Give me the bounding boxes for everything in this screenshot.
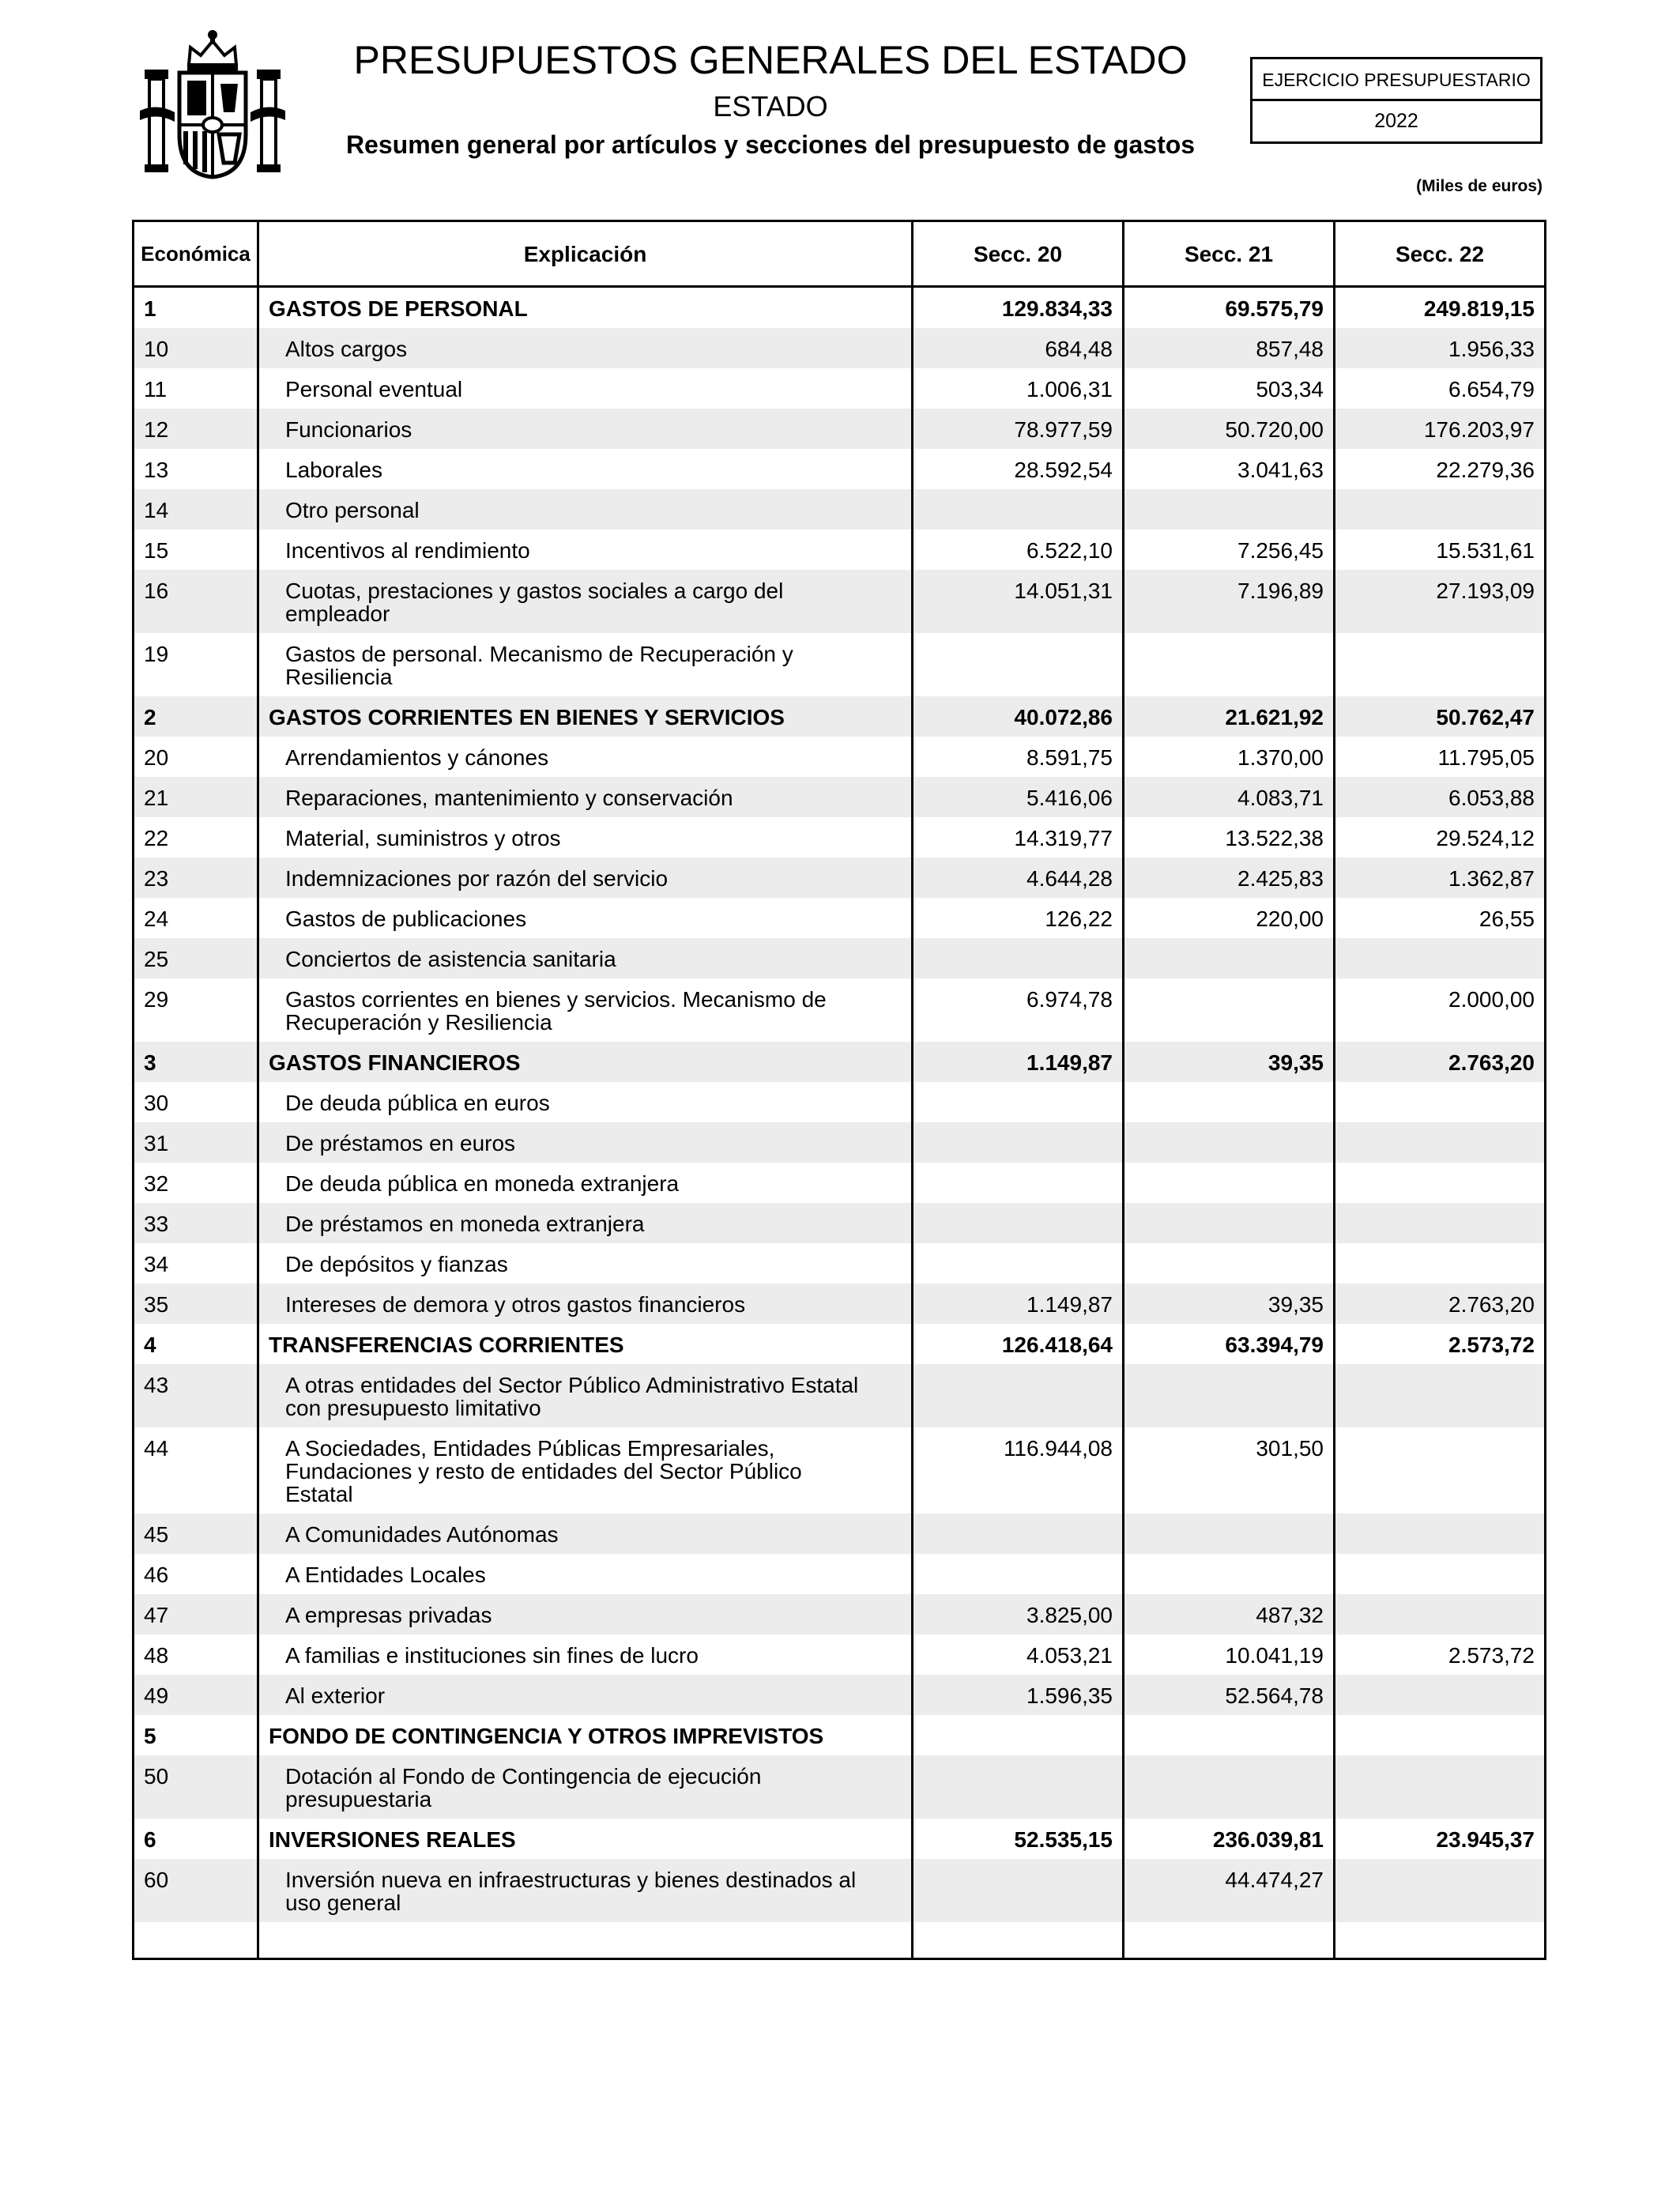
cell-text-line: Dotación al Fondo de Contingencia de ejecución [285,1764,762,1789]
cell-secc-21: 2.425,83 [1124,858,1335,898]
cell-explicacion [258,978,913,1042]
table-row [134,1554,1546,1594]
cell-secc-20: 126,22 [913,898,1124,938]
cell-secc-21 [1124,938,1335,978]
cell-secc-20: 14.051,31 [913,570,1124,633]
document-subtitle: ESTADO [713,90,828,123]
cell-secc-20 [913,1243,1124,1284]
cell-secc-21: 301,50 [1124,1427,1335,1514]
fiscal-year-label: EJERCICIO PRESUPUESTARIO [1252,59,1540,101]
table-row [134,1163,1546,1203]
budget-table [132,220,1546,1960]
cell-secc-20: 1.149,87 [913,1042,1124,1082]
cell-secc-22 [1335,1243,1546,1284]
cell-explicacion [258,570,913,633]
table-row [134,409,1546,449]
table-row [134,368,1546,409]
cell-explicacion: Material, suministros y otros [258,817,913,858]
cell-explicacion: Laborales [258,449,913,489]
cell-secc-20 [913,1755,1124,1819]
cell-secc-21: 3.041,63 [1124,449,1335,489]
cell-secc-22 [1335,1554,1546,1594]
cell-secc-20: 1.149,87 [913,1284,1124,1324]
cell-secc-22: 15.531,61 [1335,530,1546,570]
cell-code: 5 [134,1715,258,1755]
cell-secc-21 [1124,1163,1335,1203]
cell-explicacion: GASTOS DE PERSONAL [258,287,913,329]
cell-secc-22: 22.279,36 [1335,449,1546,489]
column-header-secc-21: Secc. 21 [1124,221,1335,287]
cell-secc-20 [913,633,1124,696]
cell-secc-21: 503,34 [1124,368,1335,409]
cell-code: 32 [134,1163,258,1203]
cell-secc-20 [913,489,1124,530]
cell-secc-22: 6.053,88 [1335,777,1546,817]
cell-secc-22 [1335,1364,1546,1427]
cell-secc-22: 11.795,05 [1335,737,1546,777]
cell-code: 10 [134,328,258,368]
cell-secc-21: 13.522,38 [1124,817,1335,858]
cell-code: 4 [134,1324,258,1364]
cell-explicacion: GASTOS FINANCIEROS [258,1042,913,1082]
cell-code: 44 [134,1427,258,1514]
table-row [134,696,1546,737]
table-row [134,633,1546,696]
cell-code: 45 [134,1514,258,1554]
table-row [134,328,1546,368]
table-row [134,938,1546,978]
column-header-explicacion: Explicación [258,221,913,287]
units-note: (Miles de euros) [1416,177,1543,195]
cell-code: 2 [134,696,258,737]
cell-explicacion: Funcionarios [258,409,913,449]
cell-secc-22: 26,55 [1335,898,1546,938]
cell-code: 14 [134,489,258,530]
table-row [134,1203,1546,1243]
cell-secc-22: 50.762,47 [1335,696,1546,737]
cell-secc-22: 2.763,20 [1335,1284,1546,1324]
cell-secc-22 [1335,1203,1546,1243]
cell-secc-22: 1.956,33 [1335,328,1546,368]
cell-text-line: empleador [285,601,390,626]
cell-code: 22 [134,817,258,858]
cell-secc-22 [1335,1427,1546,1514]
cell-code: 30 [134,1082,258,1122]
cell-secc-20: 78.977,59 [913,409,1124,449]
cell-secc-22: 29.524,12 [1335,817,1546,858]
cell-secc-21: 69.575,79 [1124,287,1335,329]
cell-explicacion: De deuda pública en moneda extranjera [258,1163,913,1203]
cell-secc-21: 39,35 [1124,1284,1335,1324]
cell-secc-21: 4.083,71 [1124,777,1335,817]
table-row [134,1122,1546,1163]
cell-code: 3 [134,1042,258,1082]
cell-secc-20 [913,938,1124,978]
cell-secc-20: 129.834,33 [913,287,1124,329]
cell-code: 60 [134,1859,258,1922]
cell-code: 23 [134,858,258,898]
cell-explicacion: FONDO DE CONTINGENCIA Y OTROS IMPREVISTOS [258,1715,913,1755]
cell-code: 1 [134,287,258,329]
cell-text-line: A Sociedades, Entidades Públicas Empresariales, [285,1436,775,1461]
cell-secc-21 [1124,1364,1335,1427]
table-row [134,1364,1546,1427]
empty-cell [913,1922,1124,1959]
cell-secc-20: 3.825,00 [913,1594,1124,1634]
cell-explicacion [258,633,913,696]
cell-secc-20: 6.974,78 [913,978,1124,1042]
table-row [134,1427,1546,1514]
cell-secc-22 [1335,1082,1546,1122]
cell-code: 21 [134,777,258,817]
cell-secc-22 [1335,1675,1546,1715]
empty-cell [134,1922,258,1959]
cell-code: 50 [134,1755,258,1819]
table-row [134,1819,1546,1859]
table-row [134,898,1546,938]
cell-explicacion: A familias e instituciones sin fines de lucro [258,1634,913,1675]
cell-secc-22 [1335,1755,1546,1819]
cell-code: 24 [134,898,258,938]
cell-secc-20 [913,1082,1124,1122]
cell-secc-21 [1124,978,1335,1042]
cell-explicacion: Otro personal [258,489,913,530]
table-row [134,530,1546,570]
table-filler-row [134,1922,1546,1959]
cell-text-line: Fundaciones y resto de entidades del Sector Público [285,1459,802,1483]
cell-secc-21: 1.370,00 [1124,737,1335,777]
table-row [134,1859,1546,1922]
cell-code: 49 [134,1675,258,1715]
cell-code: 34 [134,1243,258,1284]
cell-explicacion: De préstamos en moneda extranjera [258,1203,913,1243]
cell-explicacion [258,1427,913,1514]
cell-code: 25 [134,938,258,978]
cell-text-line: uso general [285,1891,401,1915]
cell-secc-20 [913,1514,1124,1554]
cell-explicacion: INVERSIONES REALES [258,1819,913,1859]
cell-secc-20: 4.644,28 [913,858,1124,898]
cell-code: 48 [134,1634,258,1675]
cell-secc-21: 39,35 [1124,1042,1335,1082]
table-row [134,1243,1546,1284]
cell-code: 43 [134,1364,258,1427]
cell-code: 19 [134,633,258,696]
cell-secc-22: 249.819,15 [1335,287,1546,329]
cell-secc-20: 116.944,08 [913,1427,1124,1514]
cell-secc-20: 52.535,15 [913,1819,1124,1859]
cell-text-line: Recuperación y Resiliencia [285,1010,552,1035]
cell-code: 20 [134,737,258,777]
cell-code: 16 [134,570,258,633]
cell-secc-20 [913,1203,1124,1243]
cell-text-line: Inversión nueva en infraestructuras y bienes destinados al [285,1868,857,1892]
cell-secc-21: 220,00 [1124,898,1335,938]
cell-secc-21 [1124,1122,1335,1163]
cell-explicacion: A Entidades Locales [258,1554,913,1594]
cell-explicacion: Indemnizaciones por razón del servicio [258,858,913,898]
cell-secc-21: 44.474,27 [1124,1859,1335,1922]
cell-secc-20: 126.418,64 [913,1324,1124,1364]
cell-secc-21: 52.564,78 [1124,1675,1335,1715]
cell-secc-20 [913,1859,1124,1922]
cell-text-line: Cuotas, prestaciones y gastos sociales a cargo del [285,579,784,603]
table-row [134,570,1546,633]
cell-secc-22: 2.000,00 [1335,978,1546,1042]
cell-explicacion: Personal eventual [258,368,913,409]
cell-secc-20: 5.416,06 [913,777,1124,817]
cell-secc-21 [1124,1082,1335,1122]
table-row [134,777,1546,817]
cell-text-line: Estatal [285,1482,353,1506]
column-header-economica: Económica [134,221,258,287]
cell-secc-21: 10.041,19 [1124,1634,1335,1675]
cell-secc-21 [1124,1243,1335,1284]
cell-secc-20: 4.053,21 [913,1634,1124,1675]
table-row [134,1675,1546,1715]
cell-secc-22 [1335,1163,1546,1203]
cell-secc-22: 2.573,72 [1335,1324,1546,1364]
cell-text-line: Gastos corrientes en bienes y servicios. Mecanismo de [285,987,827,1012]
cell-secc-22: 27.193,09 [1335,570,1546,633]
table-row [134,1594,1546,1634]
table-row [134,817,1546,858]
cell-secc-22 [1335,1594,1546,1634]
cell-secc-21 [1124,1554,1335,1594]
cell-explicacion: Conciertos de asistencia sanitaria [258,938,913,978]
table-row [134,1284,1546,1324]
cell-secc-21: 63.394,79 [1124,1324,1335,1364]
cell-explicacion: Altos cargos [258,328,913,368]
cell-secc-21: 857,48 [1124,328,1335,368]
cell-explicacion: A Comunidades Autónomas [258,1514,913,1554]
cell-text-line: con presupuesto limitativo [285,1396,541,1420]
cell-code: 31 [134,1122,258,1163]
cell-code: 15 [134,530,258,570]
cell-secc-21 [1124,1715,1335,1755]
spanish-coat-of-arms-icon [133,24,292,182]
table-row [134,1514,1546,1554]
cell-secc-20: 14.319,77 [913,817,1124,858]
cell-secc-21 [1124,489,1335,530]
cell-code: 6 [134,1819,258,1859]
fiscal-year-box [1250,57,1543,144]
cell-secc-22: 23.945,37 [1335,1819,1546,1859]
cell-secc-22 [1335,1715,1546,1755]
table-body [134,287,1546,1959]
cell-code: 11 [134,368,258,409]
table-row [134,449,1546,489]
cell-code: 33 [134,1203,258,1243]
cell-secc-21: 50.720,00 [1124,409,1335,449]
cell-secc-21 [1124,633,1335,696]
cell-secc-22: 2.763,20 [1335,1042,1546,1082]
cell-secc-20 [913,1554,1124,1594]
cell-explicacion: Gastos de publicaciones [258,898,913,938]
cell-secc-22: 6.654,79 [1335,368,1546,409]
cell-secc-21 [1124,1514,1335,1554]
table-row [134,1755,1546,1819]
cell-explicacion: Arrendamientos y cánones [258,737,913,777]
cell-explicacion: Reparaciones, mantenimiento y conservación [258,777,913,817]
cell-secc-22 [1335,938,1546,978]
empty-cell [258,1922,913,1959]
cell-secc-20 [913,1122,1124,1163]
cell-text-line: Gastos de personal. Mecanismo de Recuperación y [285,642,793,666]
table-row [134,1082,1546,1122]
cell-explicacion: GASTOS CORRIENTES EN BIENES Y SERVICIOS [258,696,913,737]
table-row [134,489,1546,530]
cell-secc-22 [1335,489,1546,530]
table-row [134,978,1546,1042]
cell-code: 46 [134,1554,258,1594]
cell-explicacion: Al exterior [258,1675,913,1715]
cell-text-line: Resiliencia [285,665,393,689]
table-row [134,858,1546,898]
document-description: Resumen general por artículos y secciones del presupuesto de gastos [345,130,1196,159]
cell-explicacion [258,1364,913,1427]
cell-secc-22 [1335,1859,1546,1922]
column-header-secc-22: Secc. 22 [1335,221,1546,287]
column-header-secc-20: Secc. 20 [913,221,1124,287]
cell-explicacion: TRANSFERENCIAS CORRIENTES [258,1324,913,1364]
cell-explicacion [258,1755,913,1819]
cell-secc-22: 176.203,97 [1335,409,1546,449]
cell-secc-20: 6.522,10 [913,530,1124,570]
cell-text-line: presupuestaria [285,1787,432,1811]
table-row [134,1634,1546,1675]
cell-secc-22 [1335,1514,1546,1554]
cell-secc-22 [1335,633,1546,696]
cell-secc-20 [913,1364,1124,1427]
cell-secc-20: 1.006,31 [913,368,1124,409]
table-row [134,1715,1546,1755]
cell-code: 12 [134,409,258,449]
table-row [134,1324,1546,1364]
cell-secc-21: 236.039,81 [1124,1819,1335,1859]
cell-explicacion [258,1859,913,1922]
cell-secc-21 [1124,1203,1335,1243]
empty-cell [1335,1922,1546,1959]
cell-secc-20 [913,1163,1124,1203]
cell-explicacion: De préstamos en euros [258,1122,913,1163]
cell-secc-20: 1.596,35 [913,1675,1124,1715]
cell-code: 13 [134,449,258,489]
cell-explicacion: A empresas privadas [258,1594,913,1634]
cell-explicacion: De deuda pública en euros [258,1082,913,1122]
cell-explicacion: De depósitos y fianzas [258,1243,913,1284]
cell-secc-21: 487,32 [1124,1594,1335,1634]
cell-secc-20: 8.591,75 [913,737,1124,777]
table-row [134,287,1546,329]
fiscal-year-value: 2022 [1374,110,1418,132]
table-header-row [134,221,1546,287]
cell-code: 47 [134,1594,258,1634]
cell-secc-20: 40.072,86 [913,696,1124,737]
cell-secc-22: 1.362,87 [1335,858,1546,898]
cell-secc-20: 684,48 [913,328,1124,368]
cell-code: 35 [134,1284,258,1324]
empty-cell [1124,1922,1335,1959]
cell-secc-21: 7.256,45 [1124,530,1335,570]
cell-secc-20 [913,1715,1124,1755]
cell-secc-22 [1335,1122,1546,1163]
cell-secc-21: 7.196,89 [1124,570,1335,633]
cell-text-line: A otras entidades del Sector Público Administrativo Estatal [285,1373,859,1397]
document-title: PRESUPUESTOS GENERALES DEL ESTADO [353,38,1188,82]
cell-explicacion: Incentivos al rendimiento [258,530,913,570]
cell-secc-20: 28.592,54 [913,449,1124,489]
table-row [134,737,1546,777]
cell-secc-22: 2.573,72 [1335,1634,1546,1675]
cell-explicacion: Intereses de demora y otros gastos financieros [258,1284,913,1324]
cell-code: 29 [134,978,258,1042]
table-row [134,1042,1546,1082]
cell-secc-21 [1124,1755,1335,1819]
cell-secc-21: 21.621,92 [1124,696,1335,737]
